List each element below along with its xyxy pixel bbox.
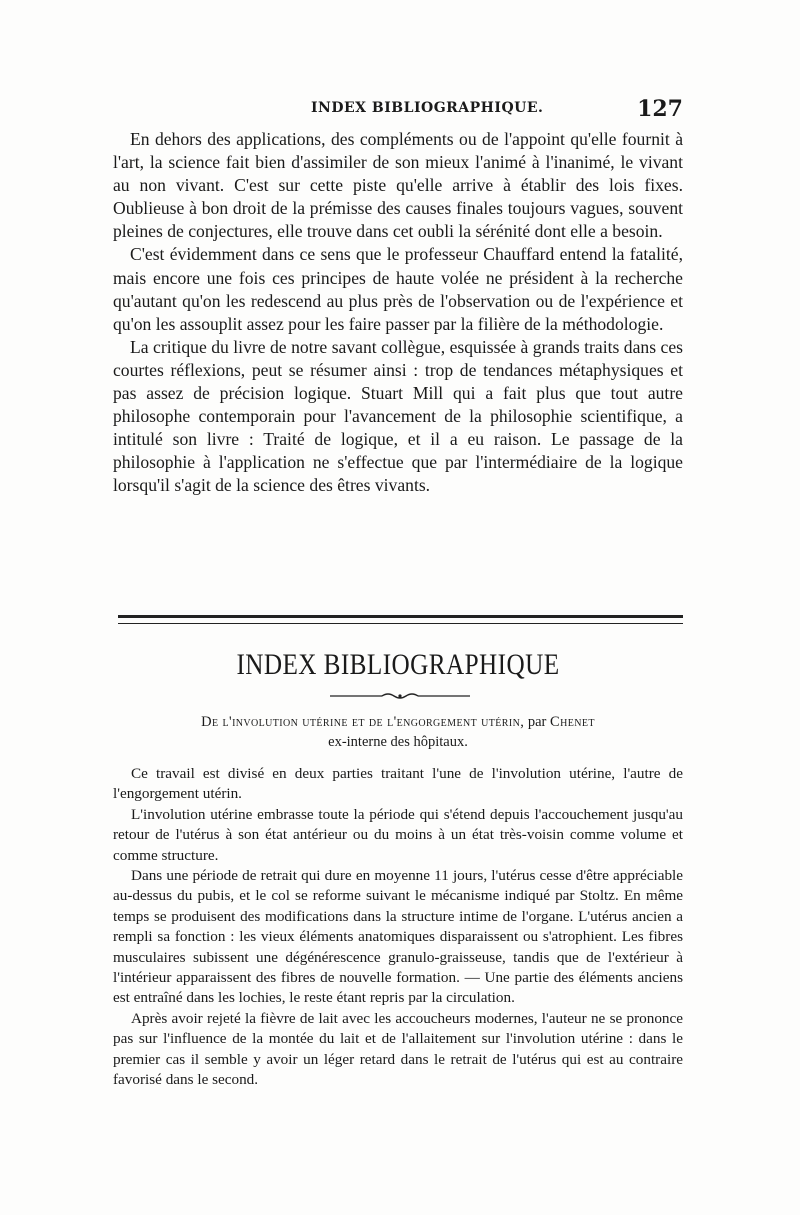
running-head [113, 96, 683, 122]
paragraph: C'est évidemment dans ce sens que le professeur Chauffard entend la fatalité, mais encore une fois ces principes de haute volée ne président à la recherche qu'autant qu'on les redescend au plus près de l'observation ou de l'expérience et qu'on les assouplit assez pour les faire passer par la filière de la méthodologie. [113, 244, 683, 334]
section-title: INDEX BIBLIOGRAPHIQUE [236, 648, 560, 681]
entry-paragraph: L'involution utérine embrasse toute la période qui s'étend depuis l'accouchement jusqu'au retour de l'utérus à son état antérieur ou du moins à un état très-voisin comme volume et comme structure. [113, 805, 683, 864]
page-number: 127 [637, 96, 683, 122]
entry-author-role: ex-interne des hôpitaux. [328, 734, 468, 750]
paragraph: En dehors des applications, des compléments ou de l'appoint qu'elle fournit à l'art, la science fait bien d'assimiler de son mieux l'animé à l'inanimé, le vivant au non vivant. C'est sur cette piste qu'elle arrive à établir des lois fixes. Oublieuse à bon droit de la prémisse des causes finales toujours vagues, souvent pleines de conjectures, elle trouve dans cet oubli la sérénité dont elle a besoin. [113, 129, 683, 242]
entry-paragraph: Ce travail est divisé en deux parties traitant l'une de l'involution utérine, l'autre de l'engorgement utérin. [113, 765, 683, 803]
running-title: INDEX BIBLIOGRAPHIQUE. [311, 100, 544, 116]
bibliography-entry-text [113, 764, 683, 1091]
entry-par: par [527, 714, 547, 730]
entry-author: Chenet [550, 714, 595, 730]
entry-paragraph: Dans une période de retrait qui dure en moyenne 11 jours, l'utérus cesse d'être appréciable au-dessus du pubis, et le col se reforme suivant le mécanisme indiqué par Stoltz. En même temps se produisent des modifications dans la structure intime de l'organe. L'utérus ancien a rempli sa fonction : les vieux éléments anatomiques disparaissent ou s'atrophient. Les fibres musculaires subissent une dégénérescence granulo-graisseuse, tandis que de l'extérieur à l'intérieur apparaissent des fibres de nouvelle formation. — Une partie des éléments anciens est entraîné dans les lochies, le reste étant repris par la circulation. [113, 867, 683, 1007]
ornament-divider-icon [330, 692, 470, 700]
entry-paragraph: Après avoir rejeté la fièvre de lait avec les accoucheurs modernes, l'auteur ne se prononce pas sur l'influence de la montée du lait et de l'allaitement sur l'involution utérine : dans le premier cas il semble y avoir un léger retard dans le retrait de l'utérus qui est au contraire favorisé dans le second. [113, 1009, 683, 1089]
entry-title: De l'involution utérine et de l'engorgement utérin, [201, 714, 525, 730]
paragraph: La critique du livre de notre savant collègue, esquissée à grands traits dans ces courtes réflexions, peut se résumer ainsi : trop de tendances métaphysiques et pas assez de précision logique. Stuart Mill qui a fait plus que tout autre philosophe contemporain pour l'avancement de la philosophie scientifique, a intitulé son livre : Traité de logique, et il a eu raison. Le passage de la philosophie à l'application ne s'effectue que par l'intermédiaire de la logique lorsqu'il s'agit de la science des êtres vivants. [113, 336, 683, 496]
entry-heading-line [113, 712, 683, 732]
section-divider-rule [118, 615, 683, 624]
main-text [113, 128, 683, 498]
bibliography-entry-heading [113, 712, 683, 752]
